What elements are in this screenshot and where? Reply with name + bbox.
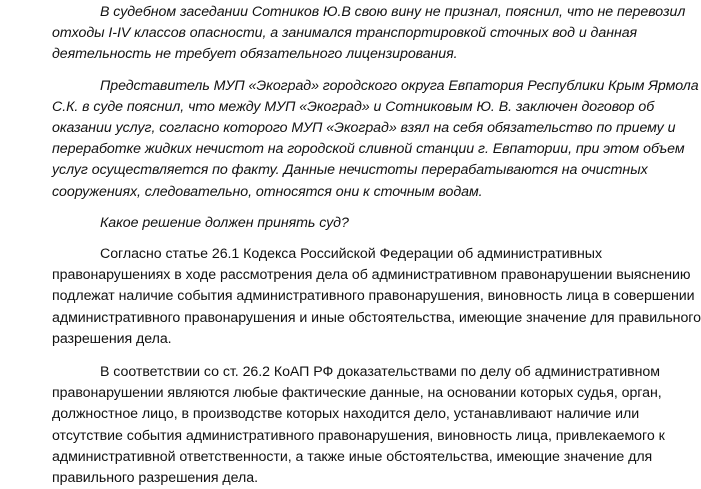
- text-line: В соответствии со ст. 26.2 КоАП РФ доказательствами по делу об административном: [100, 364, 660, 381]
- paragraph-article-26-1: [4, 244, 701, 350]
- document-body: [4, 0, 701, 489]
- text-line: правонарушении являются любые фактические данные, на основании которых судья, орган,: [52, 385, 662, 402]
- paragraph-representative-statement: [4, 76, 699, 203]
- text-line: правильного разрешения дела.: [52, 470, 258, 487]
- text-line: отходы I-IV классов опасности, а занимался транспортировкой сточных вод и данная: [52, 25, 638, 42]
- text-line: административной ответственности, а также иные обстоятельства, имеющие значение для: [52, 448, 653, 465]
- text-line: оказании услуг, согласно которого МУП «Экоград» взял на себя обязательство по приему и: [52, 120, 676, 137]
- paragraph-question: [4, 213, 634, 234]
- text-line: деятельность не требует обязательного лицензирования.: [52, 46, 458, 63]
- text-line: услуг осуществляется по факту. Данные нечистоты перерабатываются на очистных: [52, 162, 648, 179]
- paragraph-defendant-statement: [4, 2, 686, 66]
- text-line: правонарушениях в ходе рассмотрения дела об административном правонарушении выяснению: [52, 267, 691, 284]
- text-line: разрешения дела.: [52, 330, 172, 347]
- text-line: С.К. в суде пояснил, что между МУП «Экоград» и Сотниковым Ю. В. заключен договор об: [52, 98, 655, 115]
- text-line: переработке жидких нечистот на городской сливной станции г. Евпатории, при этом объем: [52, 141, 685, 158]
- text-line: Согласно статье 26.1 Кодекса Российской Федерации об административных: [100, 246, 602, 263]
- text-line: Какое решение должен принять суд?: [100, 214, 349, 231]
- text-line: должностное лицо, в производстве которых находится дело, устанавливают наличие или: [52, 406, 640, 423]
- text-line: отсутствие события административного правонарушения, виновность лица, привлекаемого к: [52, 427, 665, 444]
- text-line: В судебном заседании Сотников Ю.В свою вину не признал, пояснил, что не перевозил: [100, 4, 686, 20]
- paragraph-article-26-2: [4, 362, 665, 489]
- text-line: сооружениях, следовательно, относятся они к сточным водам.: [52, 183, 483, 200]
- text-line: Представитель МУП «Экоград» городского округа Евпатория Республики Крым Ярмола: [100, 77, 699, 94]
- text-line: подлежат наличие события административного правонарушения, виновность лица в совершении: [52, 288, 695, 305]
- text-line: административного правонарушения и иные обстоятельства, имеющие значение для правильного: [52, 309, 701, 326]
